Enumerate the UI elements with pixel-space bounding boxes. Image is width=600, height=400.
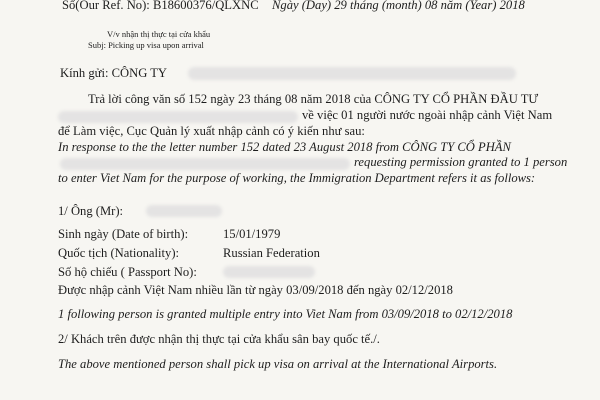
document-date: Ngày (Day) 29 tháng (month) 08 năm (Year) 2018 (272, 0, 525, 12)
body-en-line2: requesting permission granted to 1 person (354, 155, 568, 169)
person-item-label: 1/ Ông (Mr): (58, 204, 124, 218)
subject-vn: V/v nhận thị thực tại cửa khẩu (107, 29, 211, 39)
redacted-company-vn (58, 111, 298, 123)
passport-label: Số hộ chiếu ( Passport No): (58, 265, 197, 279)
subject-en: Subj: Picking up visa upon arrival (88, 40, 204, 50)
redacted-addressee (188, 67, 516, 80)
nationality-label: Quốc tịch (Nationality): (58, 246, 180, 260)
dob-value: 15/01/1979 (223, 227, 281, 241)
entry-vn: Được nhập cảnh Việt Nam nhiều lần từ ngày 03/09/2018 đến ngày 02/12/2018 (58, 283, 453, 297)
visa-vn: 2/ Khách trên được nhận thị thực tại cửa khẩu sân bay quốc tế./. (58, 332, 380, 346)
body-vn-line1: Trả lời công văn số 152 ngày 23 tháng 08 năm 2018 của CÔNG TY CỔ PHẦN ĐẦU TƯ (88, 92, 539, 106)
redacted-passport (223, 266, 315, 278)
redacted-name (146, 205, 222, 217)
body-vn-line3: để Làm việc, Cục Quản lý xuất nhập cảnh có ý kiến như sau: (58, 124, 365, 138)
body-en-line1: In response to the the letter number 152 dated 23 August 2018 from CÔNG TY CỔ PHẦN (58, 140, 511, 154)
body-en-line3: to enter Viet Nam for the purpose of working, the Immigration Department refers it as follows: (58, 171, 536, 185)
addressee: Kính gửi: CÔNG TY (60, 66, 167, 80)
nationality-value: Russian Federation (223, 246, 320, 260)
entry-en: 1 following person is granted multiple entry into Viet Nam from 03/09/2018 to 02/12/2018 (58, 307, 513, 321)
body-vn-line2: về việc 01 người nước ngoài nhập cảnh Việt Nam (302, 108, 553, 122)
visa-en: The above mentioned person shall pick up visa on arrival at the International Airports. (58, 357, 498, 371)
redacted-company-en (60, 158, 350, 170)
dob-label: Sinh ngày (Date of birth): (58, 227, 189, 241)
reference-number: Số(Our Ref. No): B18600376/QLXNC (62, 0, 259, 12)
